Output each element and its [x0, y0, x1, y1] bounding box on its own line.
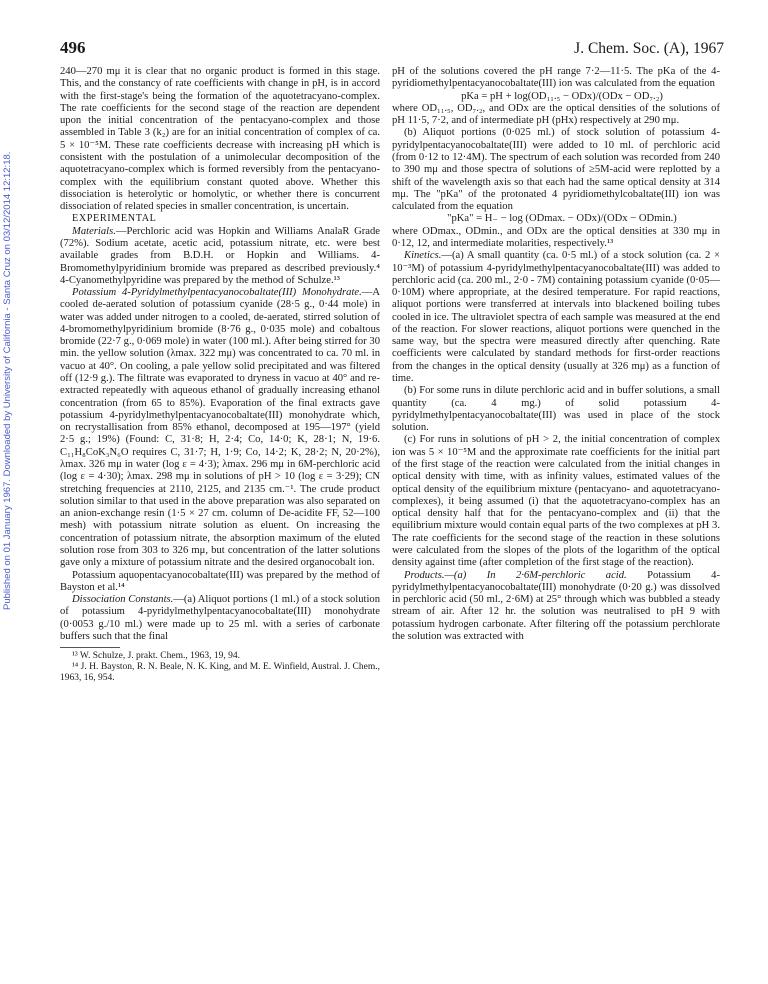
potassium-label: Potassium 4-Pyridylmethylpentacyanocobaltate(III) Monohydrate.: [72, 287, 362, 299]
journal-citation: J. Chem. Soc. (A), 1967: [574, 40, 724, 57]
kinetics-paragraph: [392, 250, 720, 385]
equation2-definitions: where ODmax., ODmin., and ODx are the optical densities at 330 mμ in 0·12, 12, and intermediate molarities, respectively.¹³: [392, 225, 720, 249]
kinetics-c-paragraph: (c) For runs in solutions of pH > 2, the initial concentration of complex ion was 5 × 10⁻⁵M and the approximate rate coefficients for the initial part of the first stage of the reaction were calculated from the initial changes in optical density with time, with as infinity values, estimated values of the optical density of the equilibrium mixture (pentacyano- and aquotetracyano-complexes), it being assumed (i) that the aquotetracyano-complex has an optical density half that for the pentacyano-complex and (ii) that the equilibrium mixture would contain equal parts of the two complexes at pH 3. The rate coefficients for the second stage of the reaction in these solutions were calculated from the slopes of the plots of the logarithm of the optical density against time (after completion of the first stage of the reaction).: [392, 434, 720, 569]
products-text: Potassium 4-pyridylmethylpentacyanocobaltate(III) monohydrate (0·20 g.) was dissolved in perchloric acid (50 ml., 2·6M) at 25° through which was bubbled a steady stream of air. After 12 hr. the solution was neutralised to pH 9 with potassium hydrogen carbonate. After filtering off the potassium perchlorate the solution was extracted with: [392, 569, 720, 642]
products-label: Products.: [404, 569, 445, 581]
products-subheading: —(a) In 2·6M-perchloric acid.: [444, 569, 627, 581]
dissociation-b-paragraph: (b) Aliquot portions (0·025 ml.) of stock solution of potassium 4-pyridylpentacyanocobaltate(III) were added to 10 ml. of perchloric acid (from 0·12 to 12·4M). The spectrum of each solution was recorded from 240 to 390 mμ and those spectra of solutions of ≥5M-acid were replotted by a shift of the wavelength axis so that each had the same optical density at 314 mμ. The "pKa" of the protonated 4 pyridiomethylcobaltate(III) ion was calculated from the equation: [392, 127, 720, 213]
watermark-text: Published on 01 January 1967. Downloaded by University of California - Santa Cruz on 03/12/2014 12:12:18.: [2, 151, 13, 610]
products-paragraph: [392, 570, 720, 644]
aquo-paragraph: Potassium aquopentacyanocobaltate(III) was prepared by the method of Bayston et al.¹⁴: [60, 569, 380, 593]
materials-paragraph: [60, 226, 380, 287]
left-column: [60, 66, 380, 684]
download-watermark: [0, 0, 20, 984]
footnote-13: ¹³ W. Schulze, J. prakt. Chem., 1963, 19, 94.: [72, 651, 240, 662]
footnote-divider: [60, 647, 120, 648]
dissociation-text: —(a) Aliquot portions (1 ml.) of a stock solution of potassium 4-pyridylmethylpentacyanocobaltate(III) monohydrate (0·0053 g./10 ml.) were made up to 25 ml. with a series of carbonate buffers such that the final: [60, 594, 380, 642]
materials-label: Materials.: [72, 225, 116, 237]
potassium-preparation-paragraph: [60, 287, 380, 569]
equation-definitions: where OD₁₁.₅, OD₇.₂, and ODx are the optical densities of the solutions of pH 11·5, 7·2, and of intermediate pH (pHx) respectively at 290 mμ.: [392, 102, 720, 127]
discussion-paragraph: 240—270 mμ it is clear that no organic product is formed in this stage. This, and the constancy of rate coefficients with change in pH, is in accord with the first-stage's being the formation of the aquotetracyano-complex. The rate coefficients for the second stage of the reaction are dependent upon the initial concentration of the pentacyano-complex and those assembled in Table 3 (k₂) are for an initial concentration of complex of ca. 5 × 10⁻⁵M. These rate coefficients decrease with increasing pH which is consistent with the postulation of a unimolecular decomposition of the aquotetracyano-complex which is formed reversibly from the pentacyano-complex with the equilibrium constant quoted above. Whether this dissociation is heterolytic or homolytic, or whether there is concurrent dissociation of related species in smaller concentration, is uncertain.: [60, 66, 380, 213]
kinetics-text: —(a) A small quantity (ca. 0·5 ml.) of a stock solution (ca. 2 × 10⁻³M) of potassium 4-pyridylmethylpentacyanocobaltate(III) was added to perchloric acid (ca. 200 ml., 2·0 - 7M) containing potassium cyanide (0·05—0·10M) where appropriate, at the desired temperature. For rapid reactions, aliquot portions were transferred at intervals into blackened boiling tubes cooled in ice. The ultraviolet spectra of each sample was measured at the end of the reaction. For slower reactions, aliquot portions were quenched in the same way, but the spectra were measured directly after quenching. Rate coefficients were calculated by standard methods for first-order reactions from the changes in the optical density (usually at 326 mμ) as a function of time.: [392, 250, 720, 385]
experimental-heading: EXPERIMENTAL: [72, 213, 157, 225]
kinetics-b-paragraph: (b) For some runs in dilute perchloric acid and in buffer solutions, a small quantity (ca. 4 mg.) of solid potassium 4-pyridylmethylpentacyanocobaltate(III) was used in place of the stock solution.: [392, 385, 720, 434]
page-header: [60, 38, 724, 62]
right-column: [392, 66, 720, 643]
footnote-14: ¹⁴ J. H. Bayston, R. N. Beale, N. K. King, and M. E. Winfield, Austral. J. Chem., 1963, 16, 954.: [60, 662, 380, 684]
page-number: 496: [60, 38, 86, 57]
kinetics-label: Kinetics.: [404, 250, 442, 262]
materials-text: —Perchloric acid was Hopkin and Williams AnalaR Grade (72%). Sodium acetate, acetic acid, potassium nitrate, etc. were best available grades from B.D.H. or Hopkin and Williams. 4-Bromomethylpyridinium bromide was prepared as described previously.⁴ 4-Cyanomethylpyridine was prepared by the method of Schulze.¹³: [60, 225, 380, 286]
potassium-text: —A cooled de-aerated solution of potassium cyanide (28·5 g., 0·44 mole) in water was added under nitrogen to a cooled, de-aerated, stirred solution of 4-bromomethylpyridinium bromide (8·76 g., 0·035 mole) and cobaltous bromide (22·7 g., 0·069 mole) in water (100 ml.). After being stirred for 30 min. the yellow solution (λmax. 322 mμ) was concentrated to ca. 70 ml. in vacuo at 40°. On cooling, a pale yellow solid precipitated and was filtered off (12·9 g.). The filtrate was evaporated to dryness in vacuo at 40° and re-extracted repeatedly with aqueous ethanol of gradually increasing ethanol concentration (from 65 to 85%). Evaporation of the final extracts gave potassium 4-pyridylmethylpentacyanocobaltate(III) monohydrate which, on recrystallisation from 85% ethanol, decomposed at 195—197° (yield 2·5 g.; 19%) (Found: C, 31·8; H, 2·4; Co, 14·0; K, 28·1; N, 19·6. C₁₁H₈CoK₃N₆O requires C, 31·7; H, 1·9; Co, 14·2; K, 28·2; N, 20·2%), λmax. 326 mμ in water (log ε = 4·3); λmax. 296 mμ in 6M-perchloric acid (log ε = 4·30); λmax. 298 mμ in solutions of pH > 10 (log ε = 3·29); CN stretching frequencies at 2110, 2125, and 2135 cm.⁻¹. The crude product solution similar to that used in the above preparation was also separated on an anion-exchange resin (1·5 × 27 cm. column of De-acidite FF, 52—100 mesh) with potassium nitrate solution as eluent. On increasing the concentration of potassium nitrate, the absorption maximum of the eluted solution rose from 303 to 326 mμ, but concentration of the latter solutions gave only a mixture of potassium nitrate and the desired organocobalt ion.: [60, 287, 380, 569]
dissociation-paragraph: [60, 594, 380, 643]
dissociation-continued-paragraph: pH of the solutions covered the pH range 7·2—11·5. The pKa of the 4-pyridiomethylpentacyanocobaltate(III) ion was calculated from the equation: [392, 66, 720, 90]
pka-equation: pKa = pH + log(OD₁₁.₅ − ODx)/(ODx − OD₇.₂): [461, 90, 663, 102]
protonated-pka-equation: "pKa" = H₋ − log (ODmax. − ODx)/(ODx − ODmin.): [447, 213, 677, 225]
dissociation-label: Dissociation Constants.: [72, 594, 174, 606]
